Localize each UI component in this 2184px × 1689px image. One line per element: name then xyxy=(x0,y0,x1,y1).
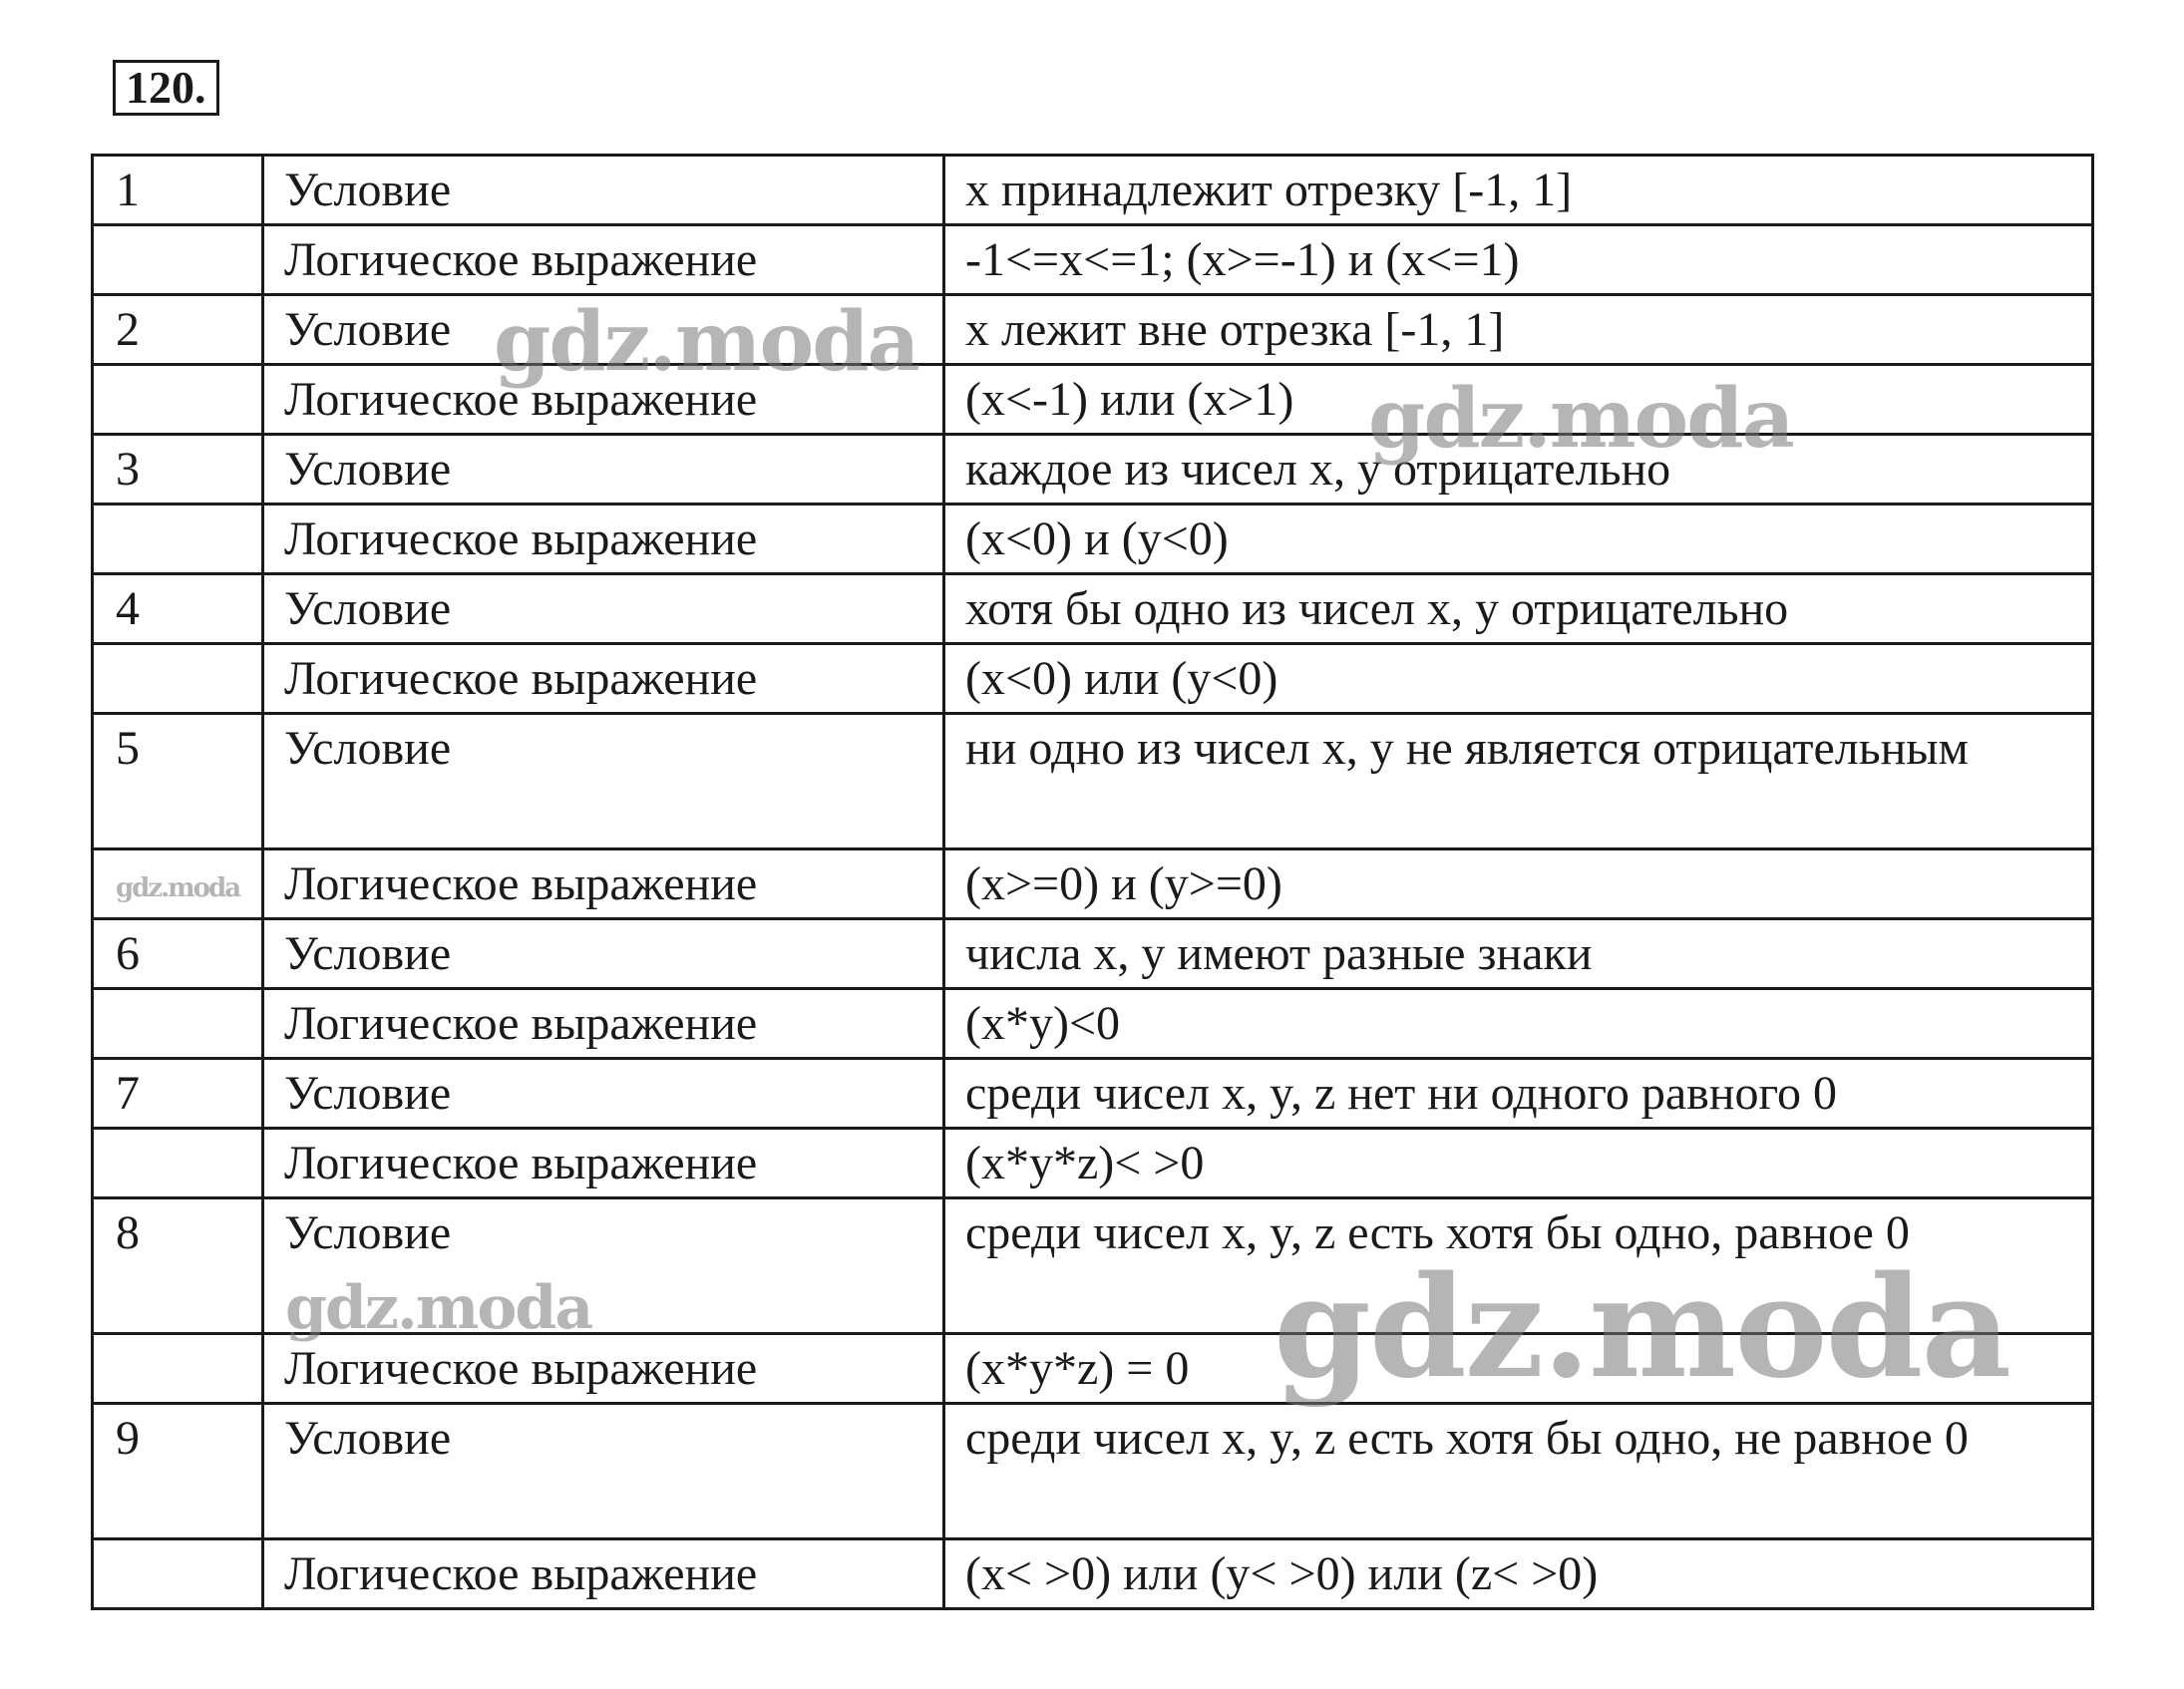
row-number xyxy=(93,1334,263,1404)
row-number xyxy=(93,505,263,574)
row-label: Логическое выражение xyxy=(263,1129,944,1198)
row-number: 1 xyxy=(93,156,263,225)
row-label: Логическое выражение xyxy=(263,644,944,714)
answer-table xyxy=(91,154,2094,1610)
table-row xyxy=(93,1334,2093,1404)
row-number: 5 xyxy=(93,714,263,849)
row-label: Условие xyxy=(263,295,944,365)
watermark: gdz.moda xyxy=(494,294,918,390)
row-value: (x<-1) или (x>1) xyxy=(944,365,2093,435)
table-row xyxy=(93,1404,2093,1539)
row-value: хотя бы одно из чисел x, y отрицательно xyxy=(944,574,2093,644)
row-value: -1<=x<=1; (x>=-1) и (x<=1) xyxy=(944,225,2093,295)
row-label: Логическое выражение xyxy=(263,225,944,295)
table-row xyxy=(93,365,2093,435)
row-value: (x*y*z) = 0 xyxy=(944,1334,2093,1404)
row-number xyxy=(93,989,263,1059)
row-label: Логическое выражение xyxy=(263,1334,944,1404)
row-value: каждое из чисел x, y отрицательно xyxy=(944,435,2093,505)
table-row xyxy=(93,435,2093,505)
table-row xyxy=(93,505,2093,574)
watermark: gdz.moda xyxy=(1368,371,1793,467)
row-value: (x>=0) и (y>=0) xyxy=(944,849,2093,919)
row-label: Логическое выражение xyxy=(263,1539,944,1609)
row-label: Условие xyxy=(263,919,944,989)
row-number: 8 xyxy=(93,1198,263,1334)
row-value: (x<0) или (y<0) xyxy=(944,644,2093,714)
row-number: 2 xyxy=(93,295,263,365)
row-value: (x< >0) или (y< >0) или (z< >0) xyxy=(944,1539,2093,1609)
row-label: Условие xyxy=(263,574,944,644)
watermark: gdz.moda xyxy=(116,873,240,903)
table-row xyxy=(93,989,2093,1059)
row-number xyxy=(93,225,263,295)
row-value: (x*y*z)< >0 xyxy=(944,1129,2093,1198)
table-row xyxy=(93,1198,2093,1334)
row-value: x лежит вне отрезка [-1, 1] xyxy=(944,295,2093,365)
table-row xyxy=(93,849,2093,919)
row-value: среди чисел x, y, z есть хотя бы одно, не равное 0 xyxy=(944,1404,2093,1539)
row-value: ни одно из чисел x, y не является отрицательным xyxy=(944,714,2093,849)
row-label: Логическое выражение xyxy=(263,505,944,574)
table-row xyxy=(93,225,2093,295)
watermark: gdz.moda xyxy=(1274,1246,2010,1410)
row-number: 7 xyxy=(93,1059,263,1129)
watermark: gdz.moda xyxy=(285,1273,592,1343)
row-label: Условие xyxy=(263,714,944,849)
row-label: Логическое выражение xyxy=(263,849,944,919)
row-number: 6 xyxy=(93,919,263,989)
table-row xyxy=(93,919,2093,989)
table-row xyxy=(93,574,2093,644)
row-label: Условие xyxy=(263,156,944,225)
table-row xyxy=(93,1059,2093,1129)
task-number: 120. xyxy=(113,60,219,116)
row-value: (x*y)<0 xyxy=(944,989,2093,1059)
row-number: 4 xyxy=(93,574,263,644)
row-value: среди чисел x, y, z нет ни одного равного 0 xyxy=(944,1059,2093,1129)
row-label: Условие xyxy=(263,435,944,505)
row-number: 3 xyxy=(93,435,263,505)
row-number xyxy=(93,1129,263,1198)
row-number xyxy=(93,1539,263,1609)
row-number xyxy=(93,849,263,919)
row-value: x принадлежит отрезку [-1, 1] xyxy=(944,156,2093,225)
table-row xyxy=(93,295,2093,365)
row-label: Условие xyxy=(263,1404,944,1539)
table-row xyxy=(93,156,2093,225)
row-value: числа x, y имеют разные знаки xyxy=(944,919,2093,989)
row-label: Условие xyxy=(263,1059,944,1129)
row-number xyxy=(93,644,263,714)
table-row xyxy=(93,714,2093,849)
row-number xyxy=(93,365,263,435)
table-row xyxy=(93,644,2093,714)
row-label: Условие xyxy=(263,1198,944,1334)
row-number: 9 xyxy=(93,1404,263,1539)
row-label: Логическое выражение xyxy=(263,365,944,435)
table-row xyxy=(93,1129,2093,1198)
row-value: (x<0) и (y<0) xyxy=(944,505,2093,574)
row-label: Логическое выражение xyxy=(263,989,944,1059)
row-value: среди чисел x, y, z есть хотя бы одно, равное 0 xyxy=(944,1198,2093,1334)
table-row xyxy=(93,1539,2093,1609)
